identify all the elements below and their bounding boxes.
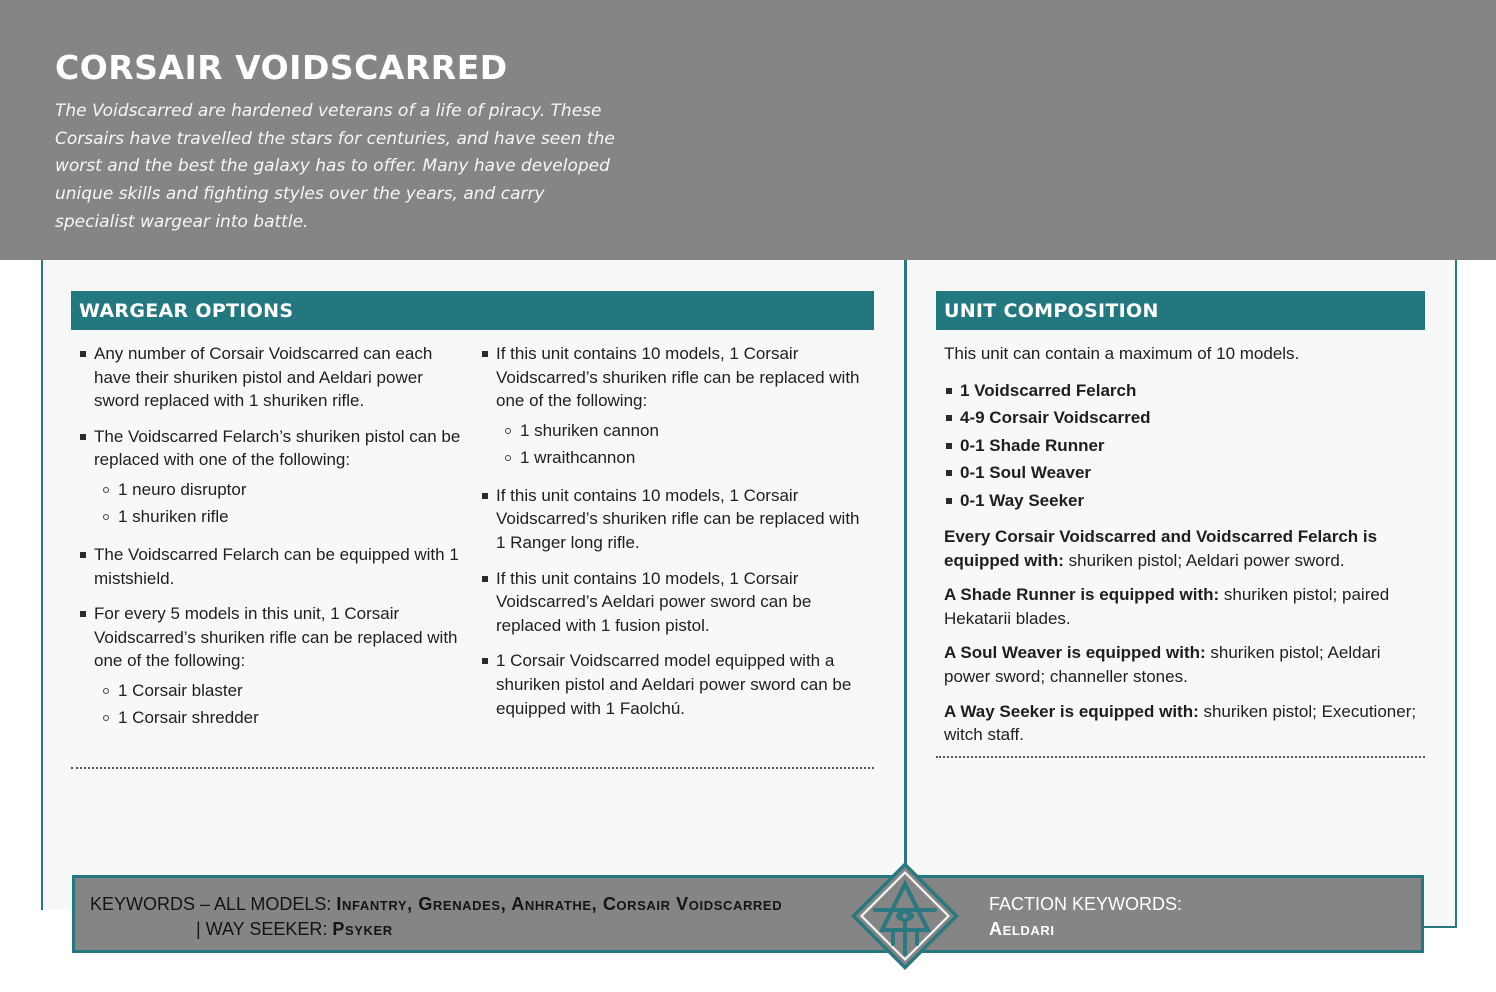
wargear-option-text: The Voidscarred Felarch can be equipped with 1 mistshield. [94, 544, 459, 588]
keywords-all-label: KEYWORDS – ALL MODELS: [90, 894, 337, 914]
wargear-column-1 [71, 342, 466, 744]
wargear-sub-option: 1 Corsair shredder [94, 704, 466, 732]
equipment-gear: shuriken pistol; Executioner; witch staff. [944, 701, 1417, 745]
wargear-sub-option: 1 shuriken cannon [496, 417, 871, 445]
composition-model: 1 Voidscarred Felarch [944, 377, 1429, 405]
wargear-sub-list [94, 476, 466, 531]
wargear-option [473, 567, 871, 638]
unit-composition-header: UNIT COMPOSITION [936, 291, 1425, 330]
equipment-line [944, 583, 1429, 630]
wargear-option [71, 342, 466, 413]
composition-model: 0-1 Soul Weaver [944, 459, 1429, 487]
wargear-options-header: WARGEAR OPTIONS [71, 291, 874, 330]
wargear-option-text: The Voidscarred Felarch’s shuriken pistol can be replaced with one of the following: [94, 426, 461, 470]
wargear-sub-option: 1 shuriken rifle [94, 503, 466, 531]
wargear-option-text: If this unit contains 10 models, 1 Corsair Voidscarred’s Aeldari power sword can be replaced with 1 fusion pistol. [496, 568, 812, 635]
wargear-option [71, 543, 466, 590]
keywords-all-values: Infantry, Grenades, Anhrathe, Corsair Voidscarred [336, 894, 783, 914]
wargear-option-text: For every 5 models in this unit, 1 Corsair Voidscarred’s shuriken rifle can be replaced with one of the following: [94, 604, 458, 671]
unit-description: The Voidscarred are hardened veterans of a life of piracy. These Corsairs have travelled the stars for centuries, and have seen the worst and the best the galaxy has to offer. Many have developed unique skills and fighting styles over the years, and carry specialist wargear into battle. [55, 101, 615, 232]
wargear-option-text: Any number of Corsair Voidscarred can each have their shuriken pistol and Aeldari power sword replaced with 1 shuriken rifle. [94, 344, 433, 411]
keywords-seeker-label: | WAY SEEKER: [196, 919, 333, 939]
keywords-seeker-values: Psyker [332, 919, 393, 939]
wargear-option [473, 649, 871, 720]
wargear-column-2 [473, 342, 871, 732]
keywords-bar [72, 875, 1424, 953]
unit-header [0, 0, 1496, 260]
faction-keywords [989, 892, 1182, 942]
wargear-sub-list [496, 417, 871, 472]
equipment-gear: shuriken pistol; Aeldari power sword; channeller stones. [944, 643, 1381, 687]
composition-divider [936, 756, 1425, 758]
composition-model: 0-1 Way Seeker [944, 487, 1429, 515]
aeldari-rune-icon [849, 860, 961, 972]
faction-keywords-values: Aeldari [989, 919, 1055, 939]
equipment-label: A Soul Weaver is equipped with: [944, 643, 1206, 663]
wargear-option-text: 1 Corsair Voidscarred model equipped with a shuriken pistol and Aeldari power sword can be equipped with 1 Faolchú. [496, 651, 852, 718]
equipment-label: A Shade Runner is equipped with: [944, 585, 1220, 605]
equipment-line [944, 641, 1429, 688]
unit-title: CORSAIR VOIDSCARRED [55, 48, 508, 87]
equipment-label: Every Corsair Voidscarred and Voidscarred Felarch is equipped with: [944, 527, 1378, 570]
faction-keywords-label: FACTION KEYWORDS: [989, 894, 1183, 914]
wargear-option-text: If this unit contains 10 models, 1 Corsair Voidscarred’s shuriken rifle can be replaced with one of the following: [496, 344, 860, 411]
composition-model-list [944, 377, 1429, 515]
wargear-option [71, 425, 466, 531]
composition-content [944, 342, 1429, 747]
composition-equipment [944, 525, 1429, 747]
equipment-line [944, 525, 1429, 572]
wargear-list-2 [473, 342, 871, 720]
equipment-gear: shuriken pistol; paired Hekatarii blades. [944, 585, 1390, 628]
composition-intro: This unit can contain a maximum of 10 models. [944, 344, 1300, 363]
wargear-option [473, 484, 871, 555]
wargear-sub-option: 1 wraithcannon [496, 444, 871, 472]
equipment-line [944, 700, 1429, 747]
keywords-all-models [90, 892, 782, 942]
wargear-option [473, 342, 871, 472]
wargear-sub-option: 1 neuro disruptor [94, 476, 466, 504]
composition-model: 0-1 Shade Runner [944, 432, 1429, 460]
wargear-sub-option: 1 Corsair blaster [94, 677, 466, 705]
wargear-sub-list [94, 677, 466, 732]
wargear-list-1 [71, 342, 466, 732]
wargear-option [71, 602, 466, 732]
composition-model: 4-9 Corsair Voidscarred [944, 404, 1429, 432]
equipment-label: A Way Seeker is equipped with: [944, 701, 1199, 721]
equipment-gear: shuriken pistol; Aeldari power sword. [1063, 550, 1345, 570]
wargear-divider [71, 767, 874, 769]
wargear-option-text: If this unit contains 10 models, 1 Corsair Voidscarred’s shuriken rifle can be replaced with 1 Ranger long rifle. [496, 485, 860, 552]
